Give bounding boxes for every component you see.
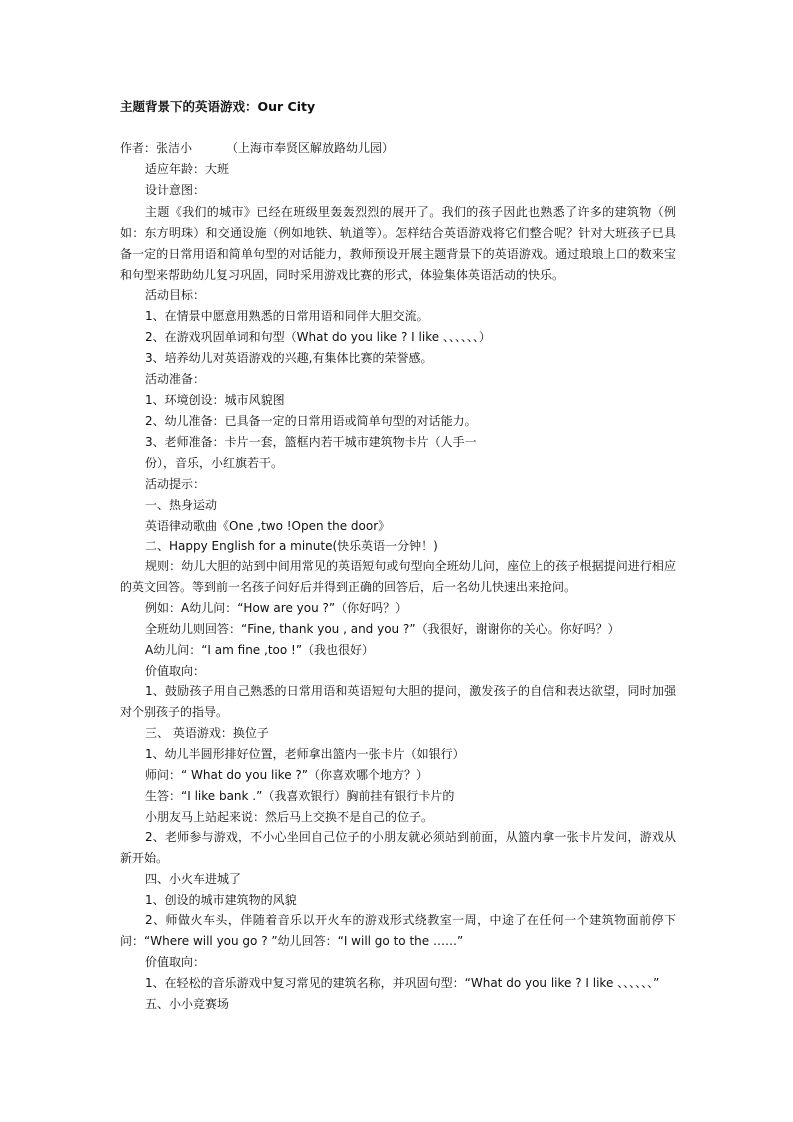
section-2-heading: 二、Happy English for a minute(快乐英语一分钟！) — [145, 539, 438, 553]
prep-item: 2、幼儿准备：已具备一定的日常用语或简单句型的对话能力。 — [145, 414, 477, 428]
prep-item: 1、环境创设：城市风貌图 — [145, 393, 285, 407]
section-3-line: 师问：“ What do you like ?”（你喜欢哪个地方？） — [145, 768, 428, 782]
author-line — [120, 139, 394, 157]
goal-item: 3、培养幼儿对英语游戏的兴趣,有集体比赛的荣誉感。 — [145, 351, 433, 365]
prep-item: 份），音乐，小红旗若干。 — [145, 456, 284, 470]
section-4-value-text: 1、在轻松的音乐游戏中复习常见的建筑名称，并巩固句型：“What do you like ? I like 、、、、、、” — [145, 976, 660, 990]
section-2-value-heading: 价值取向： — [145, 664, 206, 678]
age-line: 适应年龄：大班 — [145, 162, 230, 176]
prep-item: 3、老师准备：卡片一套，篮框内若干城市建筑物卡片（人手一 — [145, 435, 477, 449]
design-paragraph: 主题《我们的城市》已经在班级里轰轰烈烈的展开了。我们的孩子因此也熟悉了许多的建筑物（例如：东方明珠）和交通设施（例如地铁、轨道等）。怎样结合英语游戏将它们整合呢？针对大班孩子已具备一定的日常用语和简单句型的对话能力，教师预设开展主题背景下的英语游戏。通过琅琅上口的数来宝和句型来帮助幼儿复习巩固，同时采用游戏比赛的形式，体验集体英语活动的快乐。 — [120, 205, 676, 282]
section-2-line: 全班幼儿则回答：“Fine, thank you , and you ?”（我很好，谢谢你的关心。你好吗？） — [145, 622, 620, 636]
tips-heading: 活动提示： — [145, 477, 206, 491]
section-2-line: 例如：A幼儿问：“How are you ?”（你好吗？） — [145, 601, 408, 615]
section-1-song: 英语律动歌曲《One ,two !Open the door》 — [145, 519, 391, 533]
author-school: （上海市奉贤区解放路幼儿园） — [226, 141, 395, 155]
section-3-line: 小朋友马上站起来说：然后马上交换不是自己的位子。 — [145, 810, 434, 824]
section-1-heading: 一、热身运动 — [145, 498, 218, 512]
prep-heading: 活动准备： — [145, 372, 206, 386]
goals-heading: 活动目标： — [145, 288, 206, 302]
page-title: 主题背景下的英语游戏：Our City — [120, 99, 316, 114]
goal-item: 1、在情景中愿意用熟悉的日常用语和同伴大胆交流。 — [145, 309, 429, 323]
author-name: 作者：张洁小 — [120, 141, 193, 155]
section-4-line: 1、创设的城市建筑物的风貌 — [145, 893, 297, 907]
section-3-line: 1、幼儿半圆形排好位置，老师拿出篮内一张卡片（如银行） — [145, 747, 465, 761]
section-4-value-heading: 价值取向： — [145, 955, 206, 969]
section-3-line: 2、老师参与游戏，不小心坐回自己位子的小朋友就必须站到前面，从篮内拿一张卡片发问，游戏从新开始。 — [120, 830, 676, 865]
goal-item: 2、在游戏巩固单词和句型（What do you like ? I like 、、、、、、） — [145, 330, 491, 344]
design-heading: 设计意图： — [145, 183, 206, 197]
section-5-heading: 五、小小竞赛场 — [145, 997, 230, 1011]
section-2-rule: 规则：幼儿大胆的站到中间用常见的英语短句或句型向全班幼儿问，座位上的孩子根据提问进行相应的英文回答。等到前一名孩子问好后并得到正确的回答后，后一名幼儿快速出来抢问。 — [120, 559, 676, 594]
section-2-value-text: 1、鼓励孩子用自己熟悉的日常用语和英语短句大胆的提问，激发孩子的自信和表达欲望，同时加强对个别孩子的指导。 — [120, 684, 676, 719]
section-4-heading: 四、小火车进城了 — [145, 872, 242, 886]
section-3-line: 生答：“I like bank .”（我喜欢银行）胸前挂有银行卡片的 — [145, 789, 455, 803]
section-2-line: A幼儿问：“I am fine ,too !”（我也很好） — [145, 643, 375, 657]
section-3-heading: 三、 英语游戏：换位子 — [145, 726, 269, 740]
section-4-line: 2、师做火车头，伴随着音乐以开火车的游戏形式绕教室一周，中途了在任何一个建筑物面前停下问：“Where will you go ? ”幼儿回答：“I will go to the ……” — [120, 913, 676, 948]
